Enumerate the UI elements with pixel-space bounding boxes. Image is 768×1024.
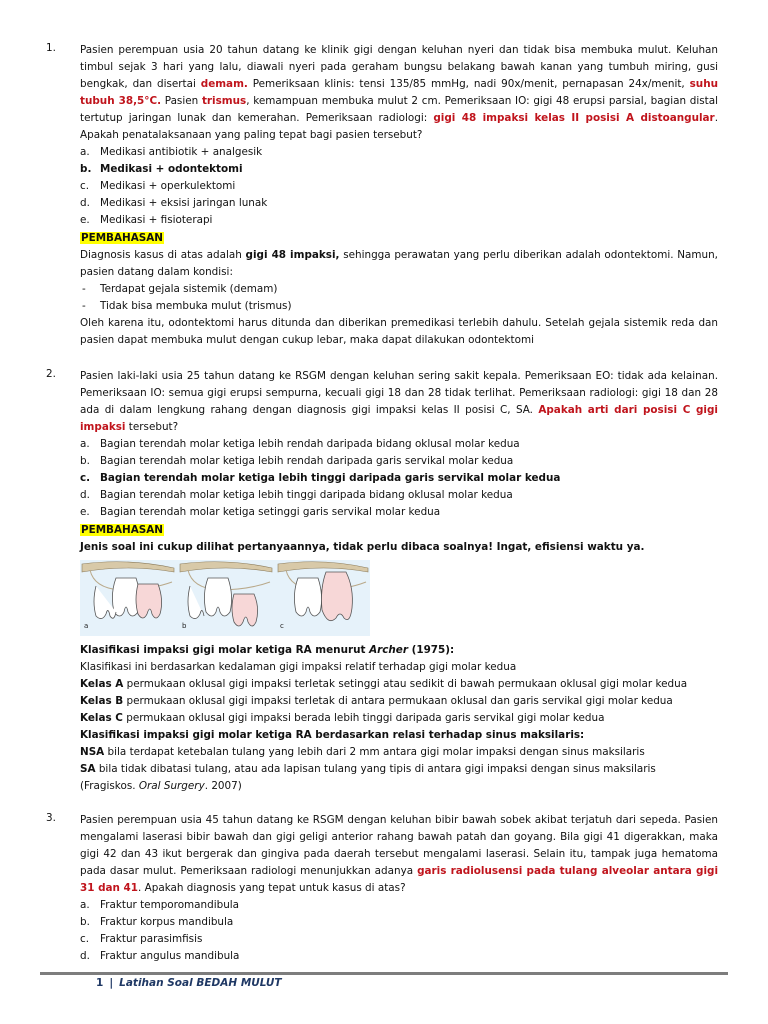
sinus-label: NSA [80, 746, 105, 758]
reference-text: . 2007) [204, 780, 242, 792]
panel-label-a: a [84, 622, 89, 630]
page-footer [96, 977, 282, 989]
option-e [80, 504, 718, 521]
option-text: Fraktur korpus mandibula [100, 916, 234, 928]
footer-separator: | [109, 977, 114, 989]
option-text: Fraktur parasimfisis [100, 933, 203, 945]
archer-classification-title [80, 642, 718, 659]
question-stem [80, 368, 718, 436]
footer-title: Latihan Soal BEDAH MULUT [119, 977, 282, 989]
question-number: 3. [46, 812, 56, 824]
option-text: Bagian terendah molar ketiga setinggi garis servikal molar kedua [100, 506, 441, 518]
option-text: Fraktur temporomandibula [100, 899, 240, 911]
option-a [80, 436, 718, 453]
option-list [80, 144, 718, 229]
sinus-text: bila tidak dibatasi tulang, atau ada lapisan tulang yang tipis di antara gigi impaksi dengan sinus maksilaris [95, 763, 656, 775]
stem-text: Pasien [161, 95, 202, 107]
explanation-text: Diagnosis kasus di atas adalah [80, 249, 246, 261]
explanation-emphasis: gigi 48 impaksi, [245, 249, 340, 261]
tip-text: Jenis soal ini cukup dilihat pertanyaannya, tidak perlu dibaca soalnya! Ingat, efisiensi waktu ya. [80, 541, 645, 553]
panel-label-b: b [182, 622, 187, 630]
title-text: Klasifikasi impaksi gigi molar ketiga RA menurut [80, 644, 370, 656]
class-text: permukaan oklusal gigi impaksi terletak di antara permukaan oklusal dan garis servikal gigi molar kedua [123, 695, 673, 707]
stem-text: . Apakah penatalaksanaan yang paling tepat bagi pasien tersebut? [80, 112, 718, 141]
option-letter: c. [80, 933, 90, 945]
option-letter: b. [80, 455, 90, 467]
pembahasan-label: PEMBAHASAN [81, 232, 163, 244]
condition-list [80, 281, 718, 315]
stem-emphasis: Apakah arti dari posisi C gigi impaksi [80, 404, 718, 433]
sinus-classification-title: Klasifikasi impaksi gigi molar ketiga RA berdasarkan relasi terhadap sinus maksilaris: [80, 729, 585, 741]
option-text: Bagian terendah molar ketiga lebih rendah daripada bidang oklusal molar kedua [100, 438, 520, 450]
option-a [80, 144, 718, 161]
option-b-correct [80, 161, 718, 178]
option-d [80, 487, 718, 504]
option-e [80, 212, 718, 229]
question-1 [46, 42, 718, 349]
condition-item: - Terdapat gejala sistemik (demam) [80, 281, 718, 298]
class-text: permukaan oklusal gigi impaksi terletak setinggi atau sedikit di bawah permukaan oklusal gigi molar kedua [123, 678, 688, 690]
stem-text: Pasien perempuan usia 45 tahun datang ke RSGM dengan keluhan bibir bawah sobek akibat terjatuh dari sepeda. Pasien mengalami laserasi bibir bawah dan gigi geligi anterior rahang bawah patah dan goyang. Bila gigi 41 digerakkan, maka gigi 42 dan 43 ikut bergerak dan gingiva pada daerah tersebut mengalami laserasi. Selain itu, tampak juga hematoma pada dasar mulut. Pemeriksaan radiologi menunjukkan adanya [80, 814, 718, 877]
option-letter: d. [80, 489, 90, 501]
option-text: Bagian terendah molar ketiga lebih tinggi daripada garis servikal molar kedua [100, 472, 561, 484]
option-d [80, 195, 718, 212]
class-b [80, 693, 718, 710]
tooth-impaction-figure [80, 560, 370, 636]
class-a [80, 676, 718, 693]
impaction-diagram [80, 560, 370, 636]
option-b [80, 453, 718, 470]
panel-b [180, 562, 272, 630]
question-stem [80, 42, 718, 144]
sinus-sa [80, 761, 718, 778]
pembahasan-label: PEMBAHASAN [81, 524, 163, 536]
reference [80, 778, 718, 795]
sinus-text: bila terdapat ketebalan tulang yang lebih dari 2 mm antara gigi molar impaksi dengan sinus maksilaris [104, 746, 645, 758]
option-letter: a. [80, 438, 90, 450]
footer-divider [40, 972, 728, 975]
option-text: Medikasi + eksisi jaringan lunak [100, 197, 268, 209]
panel-c [278, 562, 368, 630]
option-letter: a. [80, 146, 90, 158]
stem-emphasis: suhu tubuh 38,5°C. [80, 78, 718, 107]
option-c-correct [80, 470, 718, 487]
question-3 [46, 812, 718, 965]
classification-intro: Klasifikasi ini berdasarkan kedalaman gigi impaksi relatif terhadap gigi molar kedua [80, 661, 517, 673]
question-stem [80, 812, 718, 897]
explanation-text: sehingga perawatan yang perlu diberikan adalah odontektomi. Namun, pasien datang dalam kondisi: [80, 249, 718, 278]
option-text: Medikasi + operkulektomi [100, 180, 236, 192]
option-text: Medikasi + fisioterapi [100, 214, 213, 226]
option-c [80, 931, 718, 948]
option-text: Medikasi antibiotik + analgesik [100, 146, 263, 158]
stem-text: Pasien laki-laki usia 25 tahun datang ke RSGM dengan keluhan sering sakit kepala. Pemeriksaan EO: tidak ada kelainan. Pemeriksaan IO: semua gigi erupsi sempurna, kecuali gigi 18 dan 28 tidak terlihat. Pemeriksaan radiologi: gigi 18 dan 28 ada di dalam lengkung rahang dengan diagnosis gigi impaksi kelas II posisi C, SA. [80, 370, 718, 416]
stem-text: , kemampuan membuka mulut 2 cm. Pemeriksaan IO: gigi 48 erupsi parsial, bagian distal tertutup jaringan lunak dan kemerahan. Pemeriksaan radiologi: [80, 95, 718, 124]
class-text: permukaan oklusal gigi impaksi berada lebih tinggi daripada garis servikal gigi molar kedua [122, 712, 605, 724]
option-letter: d. [80, 197, 90, 209]
sinus-nsa [80, 744, 718, 761]
option-list [80, 436, 718, 521]
option-text: Bagian terendah molar ketiga lebih rendah daripada garis servikal molar kedua [100, 455, 514, 467]
option-letter: b. [80, 163, 92, 175]
option-text: Bagian terendah molar ketiga lebih tinggi daripada bidang oklusal molar kedua [100, 489, 513, 501]
option-letter: b. [80, 916, 90, 928]
stem-text: Pemeriksaan klinis: tensi 135/85 mmHg, nadi 90x/menit, pernapasan 24x/menit, [247, 78, 690, 90]
option-b [80, 914, 718, 931]
option-text: Medikasi + odontektomi [100, 163, 243, 175]
option-d [80, 948, 718, 965]
panel-label-c: c [280, 622, 284, 630]
option-a [80, 897, 718, 914]
question-number: 1. [46, 42, 56, 54]
class-label: Kelas C [80, 712, 123, 724]
question-2 [46, 368, 718, 795]
option-letter: e. [80, 214, 90, 226]
option-text: Fraktur angulus mandibula [100, 950, 240, 962]
option-list [80, 897, 718, 965]
author-name: Archer [369, 644, 408, 656]
stem-emphasis: gigi 48 impaksi kelas II posisi A distoangular [433, 112, 715, 124]
question-number: 2. [46, 368, 56, 380]
stem-text: . Apakah diagnosis yang tepat untuk kasus di atas? [138, 882, 406, 894]
condition-item: - Tidak bisa membuka mulut (trismus) [80, 298, 718, 315]
stem-text: tersebut? [125, 421, 179, 433]
class-label: Kelas B [80, 695, 124, 707]
conclusion: Oleh karena itu, odontektomi harus ditunda dan diberikan premedikasi terlebih dahulu. Setelah gejala sistemik reda dan pasien dapat membuka mulut dengan cukup lebar, maka dapat dilakukan odontektomi [80, 317, 718, 346]
page-number: 1 [96, 977, 104, 989]
stem-emphasis: demam. [200, 78, 248, 90]
title-text: (1975): [407, 644, 455, 656]
option-letter: a. [80, 899, 90, 911]
option-letter: e. [80, 506, 90, 518]
explanation [80, 247, 718, 281]
reference-text: (Fragiskos. [80, 780, 139, 792]
option-letter: c. [80, 180, 90, 192]
reference-title: Oral Surgery [138, 780, 205, 792]
class-c [80, 710, 718, 727]
stem-text: Pasien perempuan usia 20 tahun datang ke klinik gigi dengan keluhan nyeri dan tidak bisa membuka mulut. Keluhan timbul sejak 3 hari yang lalu, diawali nyeri pada geraham bungsu belakang bawah kanan yang tumbuh miring, gusi bengkak, dan disertai [80, 44, 718, 90]
class-label: Kelas A [80, 678, 124, 690]
option-c [80, 178, 718, 195]
panel-a [82, 562, 174, 630]
stem-emphasis: trismus [201, 95, 247, 107]
stem-emphasis: garis radiolusensi pada tulang alveolar antara gigi 31 dan 41 [80, 865, 719, 894]
sinus-label: SA [80, 763, 96, 775]
option-letter: d. [80, 950, 90, 962]
option-letter: c. [80, 472, 91, 484]
